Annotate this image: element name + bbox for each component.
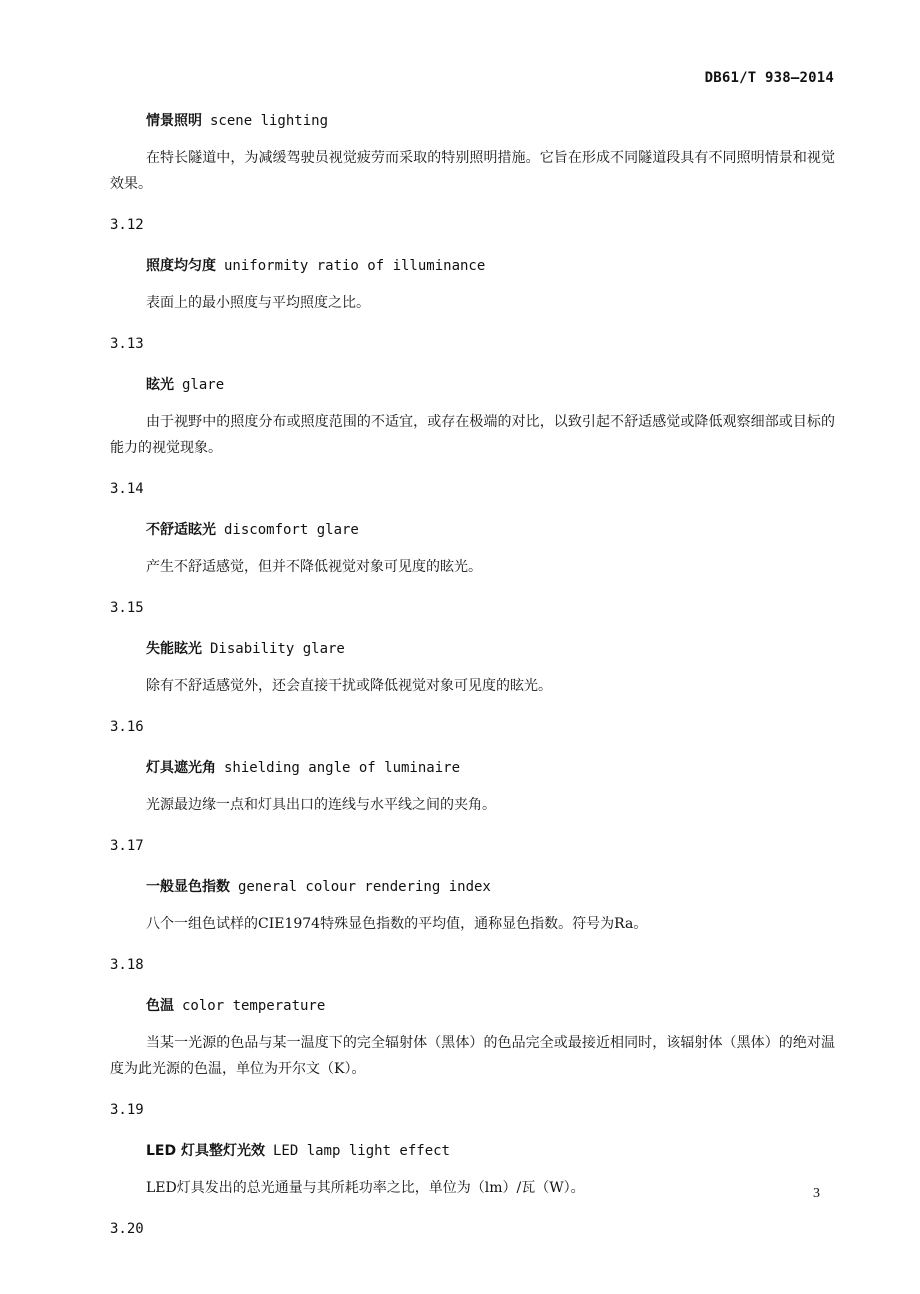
term-discomfort-glare [146,517,835,543]
term-disability-glare [146,636,835,662]
term-definition: 除有不舒适感觉外，还会直接干扰或降低视觉对象可见度的眩光。 [146,678,552,694]
clause-number: 3.18 [110,957,144,973]
term-zh: 不舒适眩光 [146,522,216,538]
term-zh: 失能眩光 [146,641,202,657]
term-zh: 照度均匀度 [146,258,216,274]
clause-number: 3.14 [110,481,144,497]
term-colour-rendering-index [146,874,835,900]
term-uniformity-ratio [146,253,835,279]
term-en: uniformity ratio of illuminance [224,258,486,274]
term-en: Disability glare [210,641,345,657]
clause-number: 3.12 [110,217,144,233]
clause-number: 3.19 [110,1102,144,1118]
clause-number: 3.16 [110,719,144,735]
term-definition: 当某一光源的色品与某一温度下的完全辐射体（黑体）的色品完全或最接近相同时，该辐射体（黑体）的绝对温度为此光源的色温，单位为开尔文（K）。 [110,1035,835,1077]
term-zh: 情景照明 [146,113,202,129]
term-led-light-effect [146,1138,835,1164]
term-zh: 色温 [146,998,174,1014]
term-zh: 眩光 [146,377,174,393]
term-en: shielding angle of luminaire [224,760,461,776]
term-zh: LED 灯具整灯光效 [146,1143,265,1159]
term-en: color temperature [182,998,326,1014]
term-definition: 表面上的最小照度与平均照度之比。 [146,295,370,311]
term-en: glare [182,377,225,393]
term-en: discomfort glare [224,522,359,538]
clause-number: 3.17 [110,838,144,854]
terms-section [110,108,835,1257]
term-definition: 在特长隧道中，为减缓驾驶员视觉疲劳而采取的特别照明措施。它旨在形成不同隧道段具有不同照明情景和视觉效果。 [110,150,835,192]
term-glare [146,372,835,398]
term-en: scene lighting [210,113,329,129]
term-definition: 光源最边缘一点和灯具出口的连线与水平线之间的夹角。 [146,797,496,813]
term-color-temperature [146,993,835,1019]
term-shielding-angle [146,755,835,781]
term-en: general colour rendering index [238,879,491,895]
document-code: DB61/T 938—2014 [704,70,834,86]
term-definition: 由于视野中的照度分布或照度范围的不适宜，或存在极端的对比，以致引起不舒适感觉或降低观察细部或目标的能力的视觉现象。 [110,414,835,456]
clause-number: 3.15 [110,600,144,616]
term-definition: 产生不舒适感觉，但并不降低视觉对象可见度的眩光。 [146,559,482,575]
term-definition: 八个一组色试样的CIE1974特殊显色指数的平均值，通称显色指数。符号为Ra。 [146,916,648,932]
clause-number: 3.13 [110,336,144,352]
term-zh: 灯具遮光角 [146,760,216,776]
page-number: 3 [813,1186,820,1201]
clause-number: 3.20 [110,1221,144,1237]
term-zh: 一般显色指数 [146,879,230,895]
term-definition: LED灯具发出的总光通量与其所耗功率之比，单位为（lm）/瓦（W）。 [146,1180,585,1196]
term-en: LED lamp light effect [272,1143,450,1159]
term-scene-lighting [146,108,835,134]
